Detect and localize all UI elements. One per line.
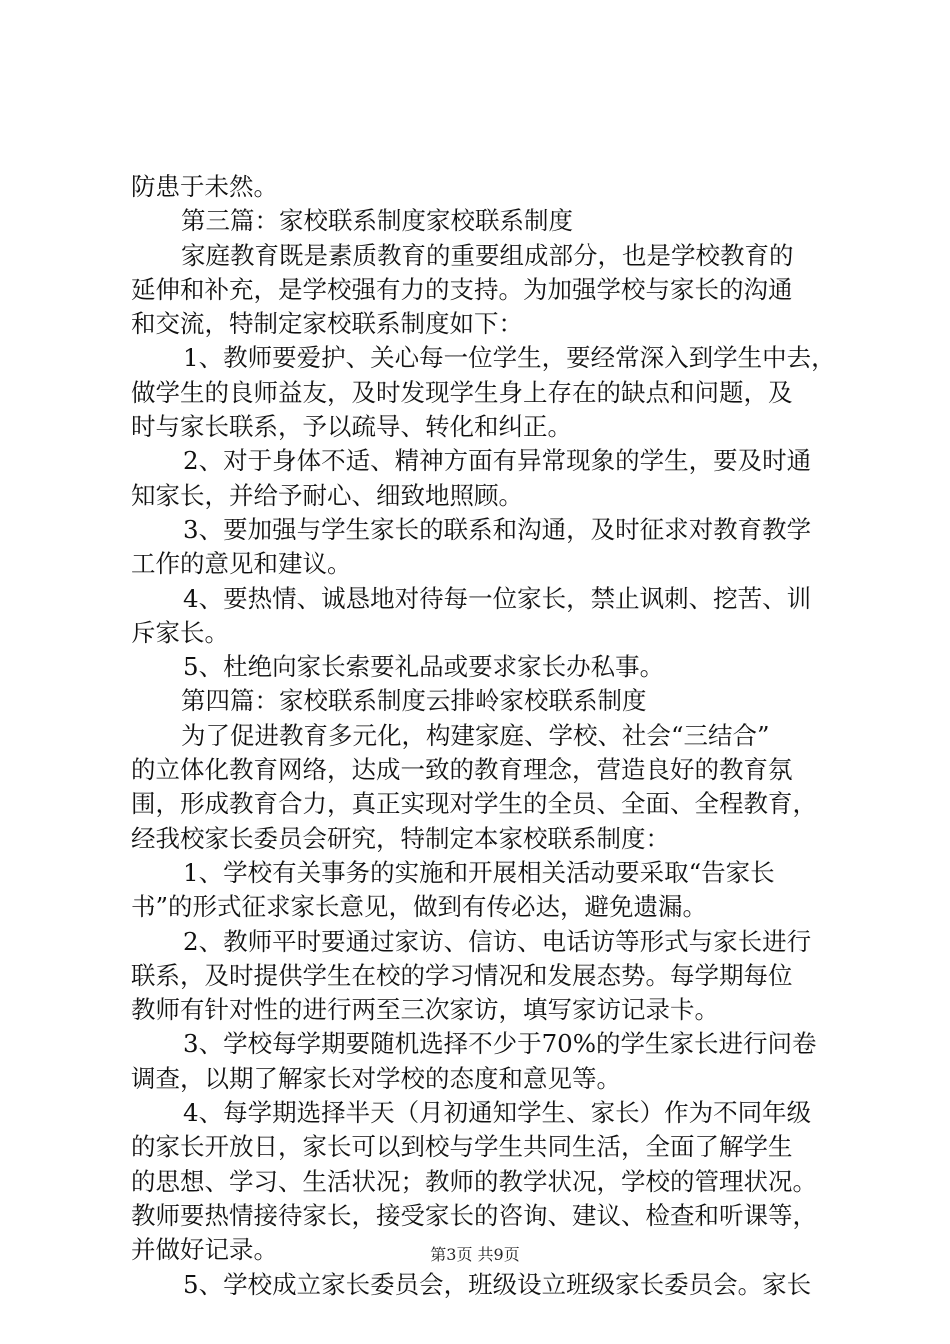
- text-line: 经我校家长委员会研究，特制定本家校联系制度：: [131, 823, 670, 853]
- list-item: 4、要热情、诚恳地对待每一位家长，禁止讽刺、挖苦、训: [183, 583, 812, 613]
- text-line: 延伸和补充，是学校强有力的支持。为加强学校与家长的沟通: [131, 274, 793, 304]
- list-item: 3、学校每学期要随机选择不少于70%的学生家长进行问卷: [183, 1029, 817, 1059]
- text-line: 的思想、学习、生活状况；教师的教学状况，学校的管理状况。: [131, 1166, 817, 1196]
- list-item: 3、要加强与学生家长的联系和沟通，及时征求对教育教学: [183, 514, 812, 544]
- section-heading: 第四篇：家校联系制度云排岭家校联系制度: [181, 686, 647, 716]
- list-item: 1、教师要爱护、关心每一位学生，要经常深入到学生中去，: [183, 343, 836, 373]
- text-line: 家庭教育既是素质教育的重要组成部分，也是学校教育的: [181, 240, 794, 270]
- text-line: 为了促进教育多元化，构建家庭、学校、社会“三结合”: [181, 720, 770, 750]
- text-line: 教师要热情接待家长，接受家长的咨询、建议、检查和听课等，: [131, 1200, 817, 1230]
- text-line: 防患于未然。: [131, 172, 278, 201]
- text-line: 围，形成教育合力，真正实现对学生的全员、全面、全程教育，: [131, 789, 817, 819]
- text-line: 书”的形式征求家长意见，做到有传必达，避免遗漏。: [131, 892, 708, 922]
- list-item: 5、杜绝向家长索要礼品或要求家长办私事。: [183, 652, 665, 682]
- page-number-footer: 第3页 共9页: [430, 1245, 520, 1264]
- text-line: 做学生的良师益友，及时发现学生身上存在的缺点和问题，及: [131, 377, 793, 407]
- list-item: 2、对于身体不适、精神方面有异常现象的学生，要及时通: [183, 446, 812, 476]
- list-item: 4、每学期选择半天（月初通知学生、家长）作为不同年级: [183, 1098, 812, 1128]
- text-line: 和交流，特制定家校联系制度如下：: [131, 309, 523, 339]
- text-line: 时与家长联系，予以疏导、转化和纠正。: [131, 412, 572, 442]
- document-body: [131, 170, 836, 1302]
- list-item: 1、学校有关事务的实施和开展相关活动要采取“告家长: [183, 857, 775, 887]
- text-line: 联系，及时提供学生在校的学习情况和发展态势。每学期每位: [131, 960, 793, 990]
- text-line: 知家长，并给予耐心、细致地照顾。: [131, 480, 523, 510]
- text-line: 调查，以期了解家长对学校的态度和意见等。: [131, 1063, 621, 1093]
- text-line: 工作的意见和建议。: [131, 549, 352, 579]
- text-line: 的立体化教育网络，达成一致的教育理念，营造良好的教育氛: [131, 755, 793, 785]
- text-line: 教师有针对性的进行两至三次家访，填写家访记录卡。: [131, 995, 719, 1025]
- list-item: 2、教师平时要通过家访、信访、电话访等形式与家长进行: [183, 926, 812, 956]
- text-line: 并做好记录。: [131, 1235, 278, 1265]
- list-item: 5、学校成立家长委员会，班级设立班级家长委员会。家长: [183, 1269, 812, 1299]
- text-line: 的家长开放日，家长可以到校与学生共同生活，全面了解学生: [131, 1132, 793, 1162]
- section-heading: 第三篇：家校联系制度家校联系制度: [181, 206, 573, 236]
- text-line: 斥家长。: [131, 617, 229, 647]
